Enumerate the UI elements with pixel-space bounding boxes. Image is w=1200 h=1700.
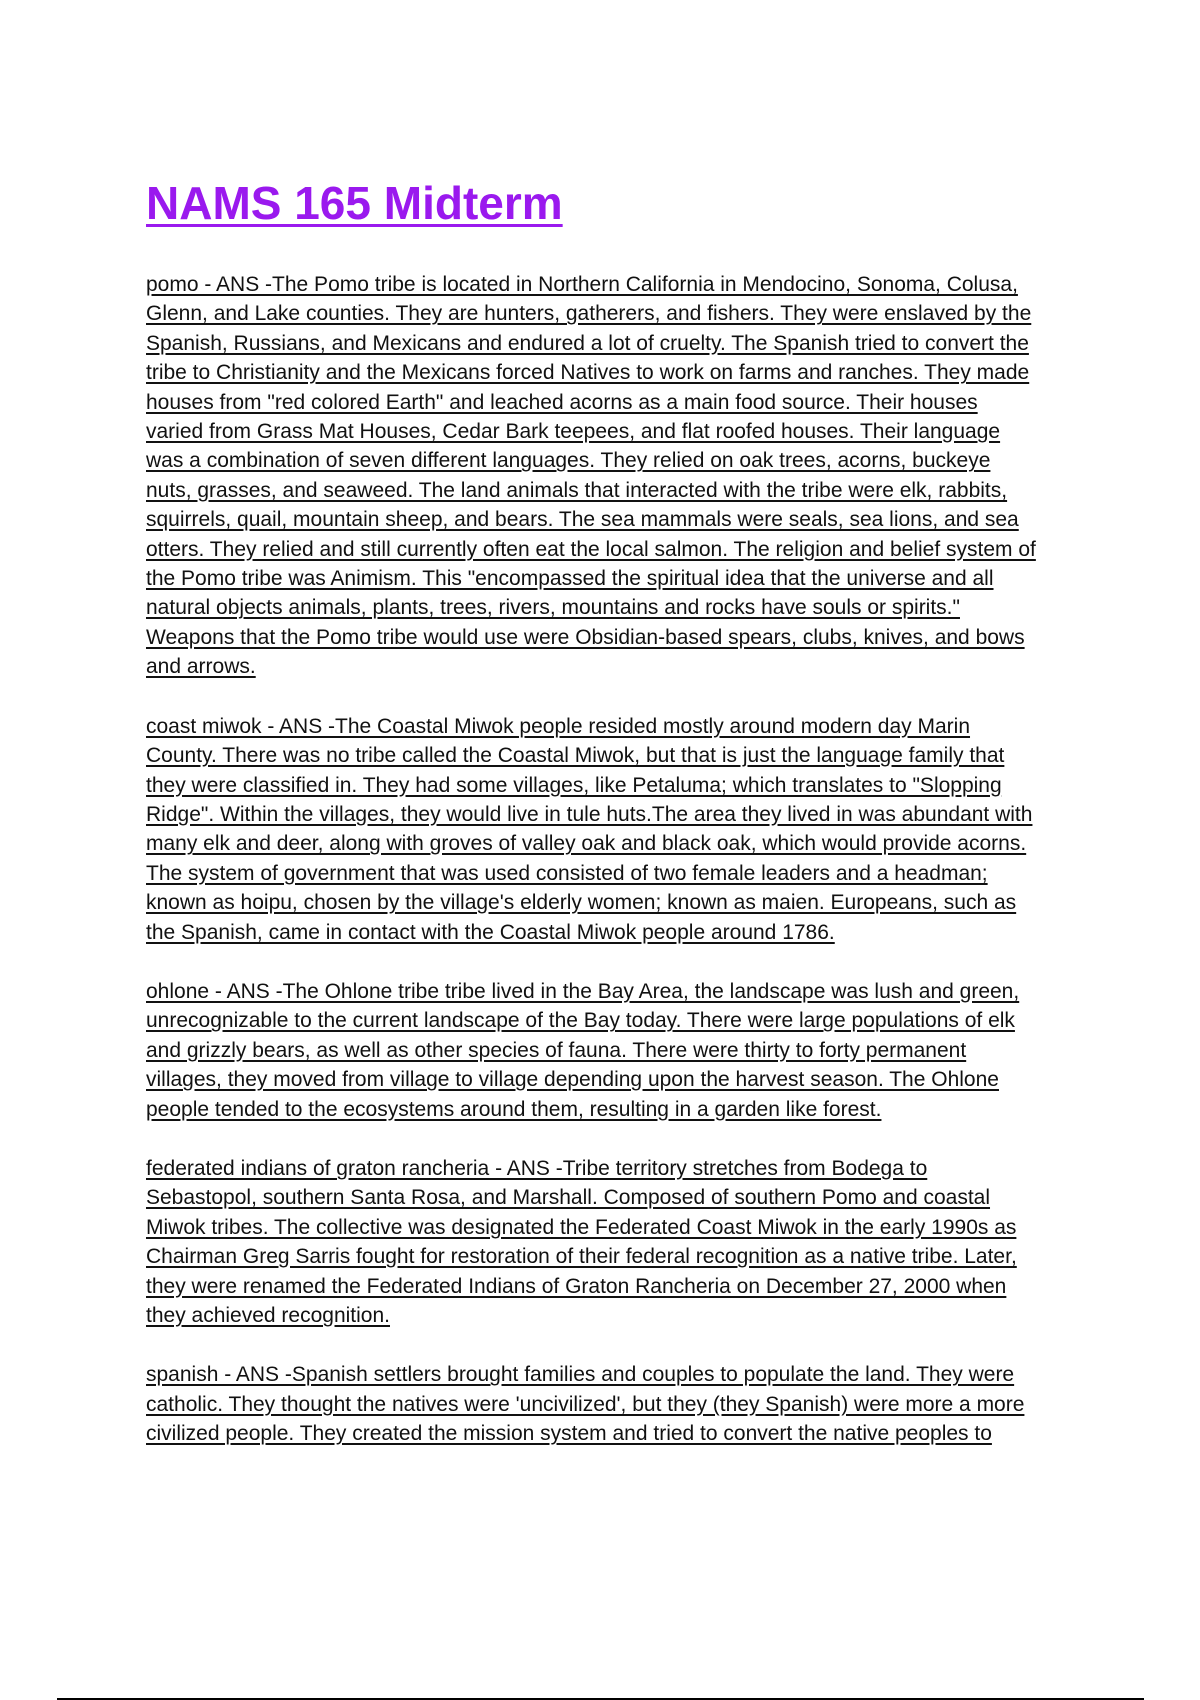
entry-list [146,270,1096,1479]
entry-pomo: pomo - ANS -The Pomo tribe is located in Northern California in Mendocino, Sonoma, Colusa, Glenn, and Lake counties. They are hunters, gatherers, and fishers. They were enslaved by the Spanish, Russians, and Mexicans and endured a lot of cruelty. The Spanish tried to convert the tribe to Christianity and the Mexicans forced Natives to work on farms and ranches. They made houses from "red colored Earth" and leached acorns as a main food source. Their houses varied from Grass Mat Houses, Cedar Bark teepees, and flat roofed houses. Their language was a combination of seven different languages. They relied on oak trees, acorns, buckeye nuts, grasses, and seaweed. The land animals that interacted with the tribe were elk, rabbits, squirrels, quail, mountain sheep, and bears. The sea mammals were seals, sea lions, and sea otters. They relied and still currently often eat the local salmon. The religion and belief system of the Pomo tribe was Animism. This "encompassed the spiritual idea that the universe and all natural objects animals, plants, trees, rivers, mountains and rocks have souls or spirits." Weapons that the Pomo tribe would use were Obsidian-based spears, clubs, knives, and bows and arrows. [146,273,1036,679]
entry-spanish: spanish - ANS -Spanish settlers brought families and couples to populate the land. They were catholic. They thought the natives were 'uncivilized', but they (they Spanish) were more a more civilized people. They created the mission system and tried to convert the native peoples to [146,1363,1025,1446]
entry-ohlone: ohlone - ANS -The Ohlone tribe tribe lived in the Bay Area, the landscape was lush and green, unrecognizable to the current landscape of the Bay today. There were large populations of elk and grizzly bears, as well as other species of fauna. There were thirty to forty permanent villages, they moved from village to village depending upon the harvest season. The Ohlone people tended to the ecosystems around them, resulting in a garden like forest. [146,979,1020,1121]
entry-graton-rancheria: federated indians of graton rancheria - ANS -Tribe territory stretches from Bodega to Sebastopol, southern Santa Rosa, and Marshall. Composed of southern Pomo and coastal Miwok tribes. The collective was designated the Federated Coast Miwok in the early 1990s as Chairman Greg Sarris fought for restoration of their federal recognition as a native tribe. Later, they were renamed the Federated Indians of Graton Rancheria on December 27, 2000 when they achieved recognition. [146,1156,1017,1327]
page-title: NAMS 165 Midterm [146,177,563,229]
entry-coast-miwok: coast miwok - ANS -The Coastal Miwok people resided mostly around modern day Marin County. There was no tribe called the Coastal Miwok, but that is just the language family that they were classified in. They had some villages, like Petaluma; which translates to "Slopping Ridge". Within the villages, they would live in tule huts.The area they lived in was abundant with many elk and deer, along with groves of valley oak and black oak, which would provide acorns. The system of government that was used consisted of two female leaders and a headman; known as hoipu, chosen by the village's elderly women; known as maien. Europeans, such as the Spanish, came in contact with the Coastal Miwok people around 1786. [146,714,1033,944]
